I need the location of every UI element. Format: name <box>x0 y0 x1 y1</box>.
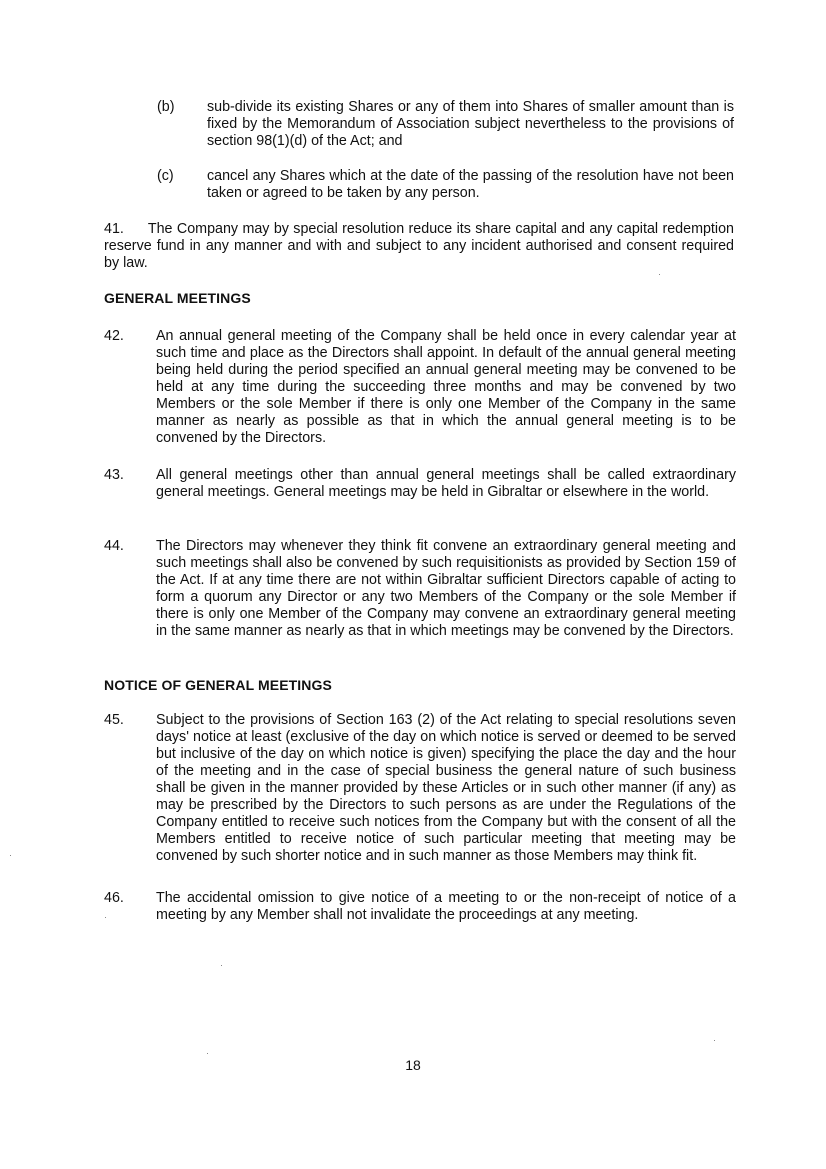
article-41 <box>104 221 734 272</box>
article-number: 45. <box>104 712 124 728</box>
article-number: 41. <box>104 221 124 237</box>
article-number: 42. <box>104 328 124 344</box>
scan-speck <box>221 965 222 966</box>
scan-speck <box>105 917 106 918</box>
subitem-text: cancel any Shares which at the date of the passing of the resolution have not been taken or agreed to be taken by any person. <box>207 168 734 201</box>
article-number: 46. <box>104 890 124 906</box>
scan-speck <box>207 1053 208 1054</box>
article-text: An annual general meeting of the Company shall be held once in every calendar year at such time and place as the Directors shall appoint. In default of the annual general meeting being held during the period specified an annual general meeting may be convened to be held at any time during the succeeding three months and may be convened by two Members or the sole Member if there is only one Member of the Company in the same manner as nearly as possible as that in which the annual general meeting is to be convened by the Directors. <box>156 328 736 446</box>
scan-speck <box>10 855 11 856</box>
section-heading-general-meetings: GENERAL MEETINGS <box>104 290 251 306</box>
article-text: All general meetings other than annual general meetings shall be called extraordinary general meetings. General meetings may be held in Gibraltar or elsewhere in the world. <box>156 467 736 500</box>
subitem-text: sub-divide its existing Shares or any of them into Shares of smaller amount than is fixed by the Memorandum of Association subject nevertheless to the provisions of section 98(1)(d) of the Act; and <box>207 99 734 149</box>
scan-speck <box>714 1040 715 1041</box>
section-heading-notice-of-general-meetings: NOTICE OF GENERAL MEETINGS <box>104 677 332 693</box>
scan-speck <box>659 274 660 275</box>
subitem-label: (b) <box>157 99 175 115</box>
article-text: The accidental omission to give notice of a meeting to or the non-receipt of notice of a meeting by any Member shall not invalidate the proceedings at any meeting. <box>156 890 736 923</box>
article-text: The Directors may whenever they think fit convene an extraordinary general meeting and such meetings shall also be convened by such requisitionists as provided by Section 159 of the Act. If at any time there are not within Gibraltar sufficient Directors capable of acting to form a quorum any Director or any two Members of the Company or the sole Member if there is only one Member of the Company may convene an extraordinary general meeting in the same manner as nearly as that in which meetings may be convened by the Directors. <box>156 538 736 639</box>
page-number: 18 <box>405 1057 421 1073</box>
article-text: The Company may by special resolution reduce its share capital and any capital redemption reserve fund in any manner and with and subject to any incident authorised and consent required by law. <box>104 221 734 271</box>
article-number: 44. <box>104 538 124 554</box>
article-number: 43. <box>104 467 124 483</box>
subitem-label: (c) <box>157 168 174 184</box>
article-text: Subject to the provisions of Section 163 (2) of the Act relating to special resolutions seven days' notice at least (exclusive of the day on which notice is served or deemed to be served but inclusive of the day on which notice is given) specifying the place the day and the hour of the meeting and in the case of special business the general nature of such business shall be given in the manner provided by these Articles or in such other manner (if any) as may be prescribed by the Directors to such persons as are under the Regulations of the Company entitled to receive such notices from the Company but with the consent of all the Members entitled to receive notice of such particular meeting that meeting may be convened by such shorter notice and in such manner as those Members may think fit. <box>156 712 736 864</box>
